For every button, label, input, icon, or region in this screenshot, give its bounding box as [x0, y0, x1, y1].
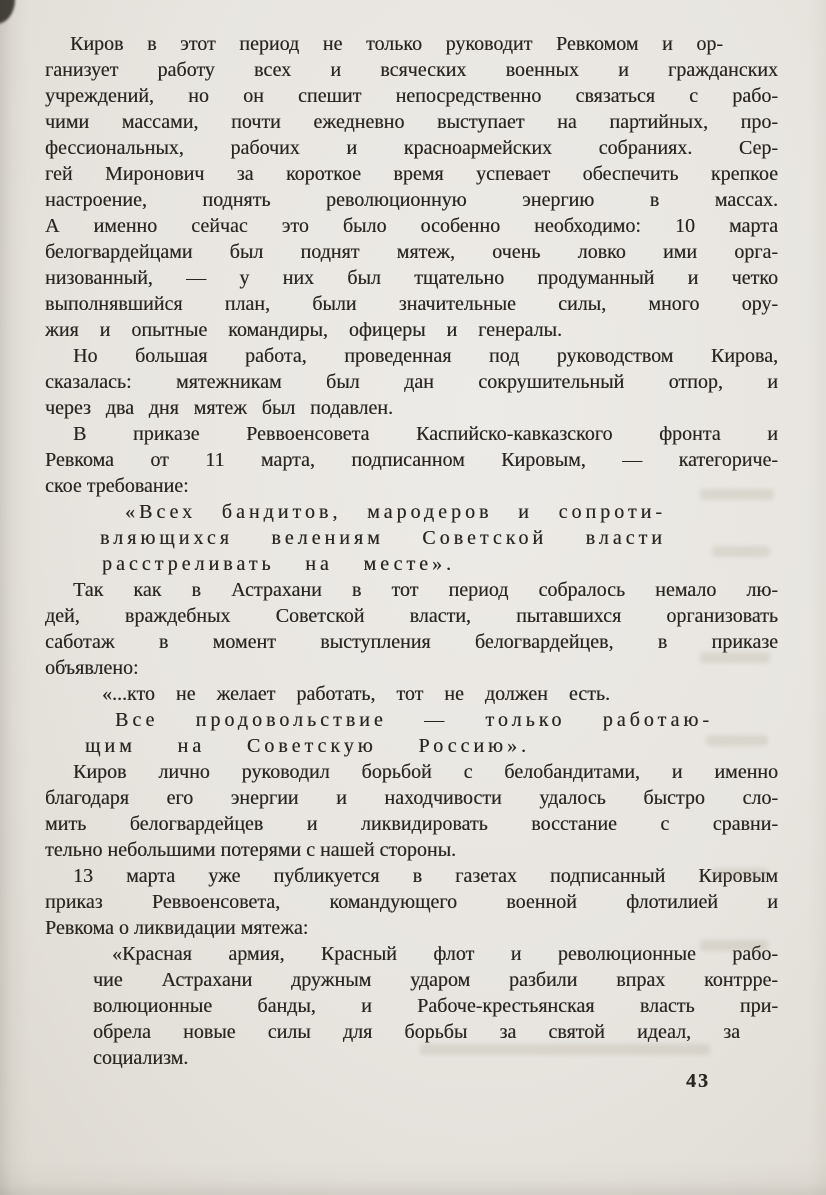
quote-order-2 [45, 681, 778, 759]
text-line: ское требование: [45, 475, 189, 497]
bleed-through-mark [712, 868, 768, 879]
text-line: выполнявшийся план, были значительные силы, много ору- [45, 293, 778, 315]
paragraph-5 [45, 759, 778, 863]
bleed-through-mark [700, 940, 768, 951]
text-line: расстреливать на месте». [102, 553, 455, 575]
text-line: обрела новые силы для борьбы за святой идеал, за [93, 1021, 740, 1043]
text-line: гей Миронович за короткое время успевает обеспечить крепкое [45, 163, 778, 185]
text-line: Ревкома о ликвидации мятежа: [45, 917, 309, 939]
text-line: сказалась: мятежникам был дан сокрушительный отпор, и [45, 371, 778, 393]
bleed-through-mark [700, 489, 774, 500]
text-line: настроение, поднять революционную энергию в массах. [45, 189, 778, 211]
text-line: «Всех бандитов, мародеров и сопроти- [125, 501, 666, 523]
text-line: Все продовольствие — только работаю- [115, 709, 713, 731]
bleed-through-mark [706, 735, 768, 746]
text-line: саботаж в момент выступления белогвардейцев, в приказе [45, 631, 778, 653]
paragraph-1 [45, 31, 778, 343]
text-line: ганизует работу всех и всяческих военных и гражданских [45, 59, 778, 81]
bleed-through-mark [700, 652, 770, 663]
paragraph-2 [45, 343, 778, 421]
text-line: объявлено: [45, 657, 139, 679]
text-line: волюционные банды, и Рабоче-крестьянская власть при- [93, 995, 778, 1017]
text-line: мить белогвардейцев и ликвидировать восстание с сравни- [45, 813, 778, 835]
text-line: низованный, — у них был тщательно продуманный и четко [45, 267, 778, 289]
paragraph-6 [45, 863, 778, 941]
quote-order-1 [45, 499, 778, 577]
text-line: Киров в этот период не только руководит Ревкомом и ор- [70, 33, 723, 55]
text-line: дей, враждебных Советской власти, пытавшихся организовать [45, 605, 778, 627]
text-line: чими массами, почти ежедневно выступает на партийных, про- [45, 111, 778, 133]
text-line: жия и опытные командиры, офицеры и генералы. [45, 319, 562, 341]
text-line: «...кто не желает работать, тот не должен есть. [102, 683, 610, 705]
text-line: белогвардейцами был поднят мятеж, очень ловко ими орга- [45, 241, 778, 263]
text-line: через два дня мятеж был подавлен. [45, 397, 393, 419]
text-line: В приказе Реввоенсовета Каспийско-кавказского фронта и [73, 423, 778, 445]
text-line: учреждений, но он спешит непосредственно связаться с рабо- [45, 85, 778, 107]
text-line: щим на Советскую Россию». [85, 735, 530, 757]
text-line: Но большая работа, проведенная под руководством Кирова, [73, 345, 778, 367]
text-line: приказ Реввоенсовета, командующего военной флотилией и [45, 891, 778, 913]
text-line: Ревкома от 11 марта, подписанном Кировым, — категориче- [45, 449, 778, 471]
bleed-through-mark [712, 546, 770, 557]
text-line: тельно небольшими потерями с нашей стороны. [45, 839, 457, 861]
text-line: «Красная армия, Красный флот и революционные рабо- [112, 943, 778, 965]
text-line: Киров лично руководил борьбой с белобандитами, и именно [73, 761, 778, 783]
page-number: 43 [686, 1070, 710, 1092]
text-line: вляющихся велениям Советской власти [100, 527, 666, 549]
text-line: 13 марта уже публикуется в газетах подписанный Кировым [73, 865, 778, 887]
text-line: благодаря его энергии и находчивости удалось быстро сло- [45, 787, 778, 809]
bleed-through-mark [420, 1044, 710, 1055]
paragraph-3 [45, 421, 778, 499]
text-line: чие Астрахани дружным ударом разбили впрах контрре- [93, 969, 778, 991]
text-line: Так как в Астрахани в тот период собралось немало лю- [73, 579, 778, 601]
paragraph-4 [45, 577, 778, 681]
text-column [45, 31, 778, 1071]
text-line: социализм. [93, 1047, 189, 1069]
text-line: фессиональных, рабочих и красноармейских собраниях. Сер- [45, 137, 778, 159]
scan-corner-artifact [0, 0, 15, 24]
text-line: А именно сейчас это было особенно необходимо: 10 марта [45, 215, 778, 237]
